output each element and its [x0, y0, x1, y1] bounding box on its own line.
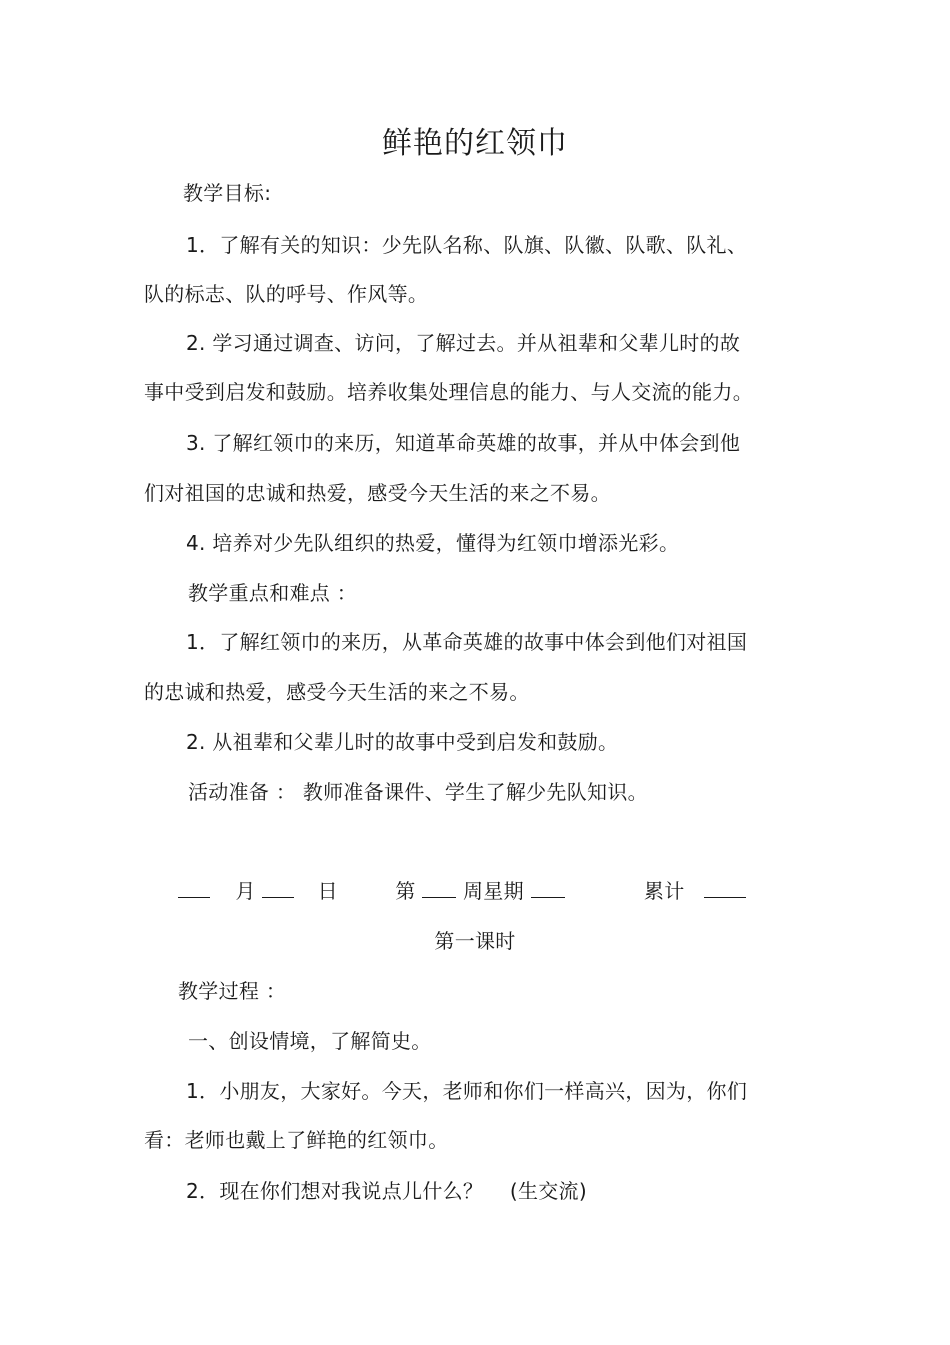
week-prefix-label: 第 — [395, 879, 416, 903]
total-label: 累计 — [643, 879, 685, 903]
day-blank — [262, 877, 294, 898]
objective-2-line-2: 事中受到启发和鼓励。培养收集处理信息的能力、与人交流的能力。 — [144, 380, 753, 404]
document-title: 鲜艳的红领巾 — [382, 126, 568, 161]
heading-objectives: 教学目标: — [183, 181, 272, 205]
objective-4: 4. 培养对少先队组织的热爱，懂得为红领巾增添光彩。 — [186, 531, 680, 555]
total-blank — [704, 877, 746, 898]
week-mid-label: 周星期 — [462, 879, 524, 903]
heading-key-points: 教学重点和难点 ： — [188, 581, 358, 605]
section-1-heading: 一、创设情境，了解简史。 — [188, 1029, 432, 1053]
key-point-1-line-2: 的忠诚和热爱，感受今天生活的来之不易。 — [144, 680, 530, 704]
objective-2-line-1: 2. 学习通过调查、访问，了解过去。并从祖辈和父辈儿时的故 — [186, 331, 741, 355]
objective-3-line-2: 们对祖国的忠诚和热爱，感受今天生活的来之不易。 — [144, 481, 611, 505]
step-1-line-1: 1．小朋友，大家好。今天，老师和你们一样高兴，因为，你们 — [186, 1079, 748, 1103]
month-blank — [178, 877, 210, 898]
objective-1-line-1: 1．了解有关的知识：少先队名称、队旗、队徽、队歌、队礼、 — [186, 233, 748, 257]
month-label: 月 — [235, 879, 256, 903]
step-2: 2．现在你们想对我说点儿什么？ (生交流) — [186, 1179, 587, 1203]
weekday-blank — [531, 877, 565, 898]
date-line — [178, 877, 746, 904]
heading-process: 教学过程 ： — [178, 979, 287, 1003]
lesson-heading: 第一课时 — [434, 929, 516, 953]
objective-1-line-2: 队的标志、队的呼号、作风等。 — [144, 282, 429, 306]
activity-preparation: 活动准备 ： 教师准备课件、学生了解少先队知识。 — [188, 780, 648, 804]
key-point-1-line-1: 1．了解红领巾的来历，从革命英雄的故事中体会到他们对祖国 — [186, 630, 748, 654]
day-label: 日 — [317, 879, 338, 903]
step-1-line-2: 看：老师也戴上了鲜艳的红领巾。 — [144, 1128, 449, 1152]
week-blank — [422, 877, 456, 898]
key-point-2: 2. 从祖辈和父辈儿时的故事中受到启发和鼓励。 — [186, 730, 619, 754]
objective-3-line-1: 3. 了解红领巾的来历，知道革命英雄的故事，并从中体会到他 — [186, 431, 741, 455]
